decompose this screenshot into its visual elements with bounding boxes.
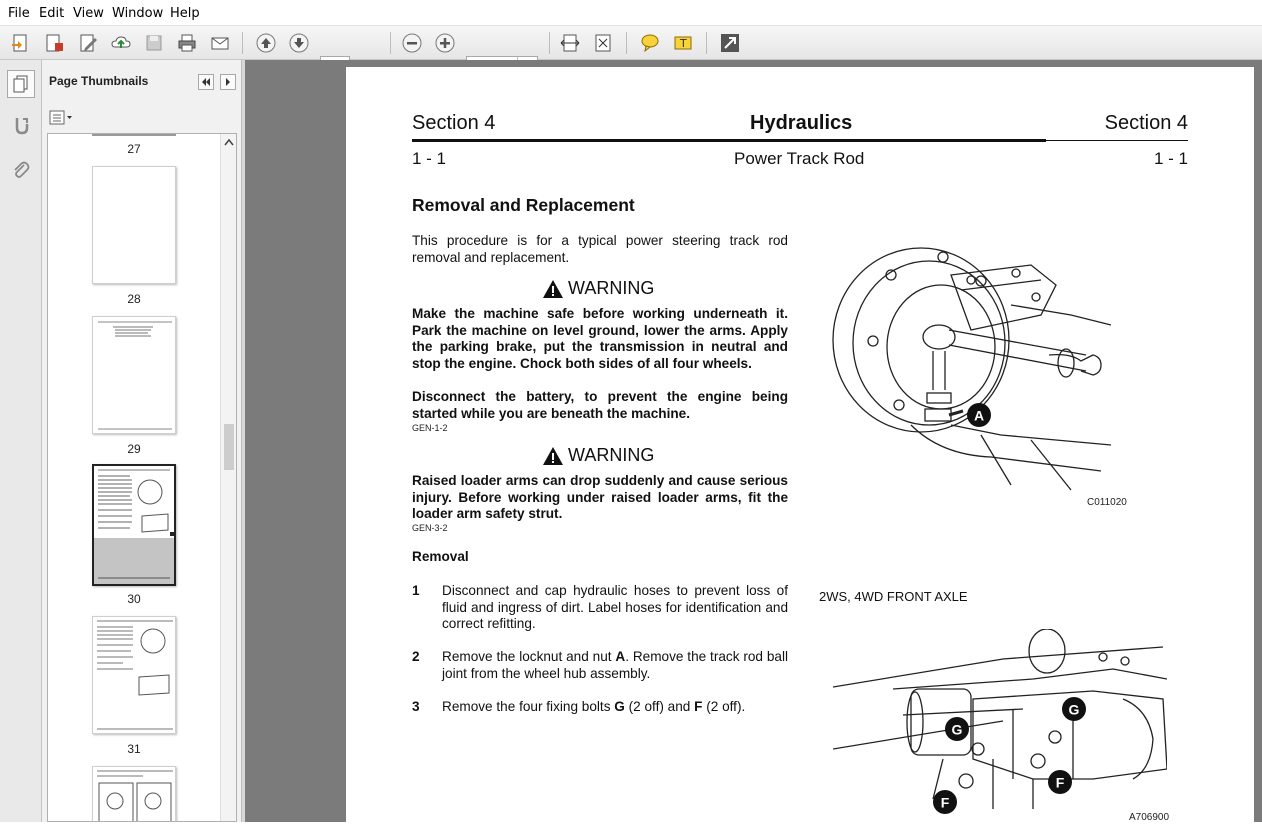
next-page-icon[interactable]: [286, 30, 312, 56]
callout-g: G: [1068, 701, 1080, 718]
panel-title: Page Thumbnails: [49, 74, 149, 88]
previous-page-icon[interactable]: [253, 30, 279, 56]
step-number: 2: [412, 649, 420, 664]
thumbnail-page[interactable]: [92, 166, 176, 284]
callout-f: F: [940, 794, 950, 811]
section-label-right: Section 4: [1104, 112, 1188, 134]
comment-icon[interactable]: [637, 30, 663, 56]
highlight-text-icon[interactable]: [670, 30, 696, 56]
menu-edit[interactable]: Edit: [39, 6, 65, 21]
menu-help[interactable]: Help: [170, 6, 200, 21]
navigation-rail: [0, 60, 42, 822]
thumbnail-options-button[interactable]: [48, 109, 74, 127]
edit-document-icon[interactable]: [75, 30, 101, 56]
thumbnail-panel: [42, 60, 242, 822]
svg-text:T: T: [680, 37, 687, 50]
warning-code: GEN-1-2: [412, 423, 448, 433]
callout-f: F: [1055, 774, 1065, 791]
menu-window[interactable]: Window: [112, 6, 164, 21]
zoom-in-icon[interactable]: [432, 30, 458, 56]
warning-heading: WARNING: [542, 278, 654, 299]
thumbnail-scrollbar[interactable]: [220, 134, 236, 822]
page-number-right: 1 - 1: [1153, 149, 1188, 168]
thumbnail-page[interactable]: [92, 616, 176, 734]
thumbnail-page[interactable]: [92, 766, 176, 822]
upload-cloud-icon[interactable]: [108, 30, 134, 56]
callout-g: G: [951, 721, 963, 738]
section-label-left: Section 4: [412, 112, 496, 134]
thumbnail-label: 28: [127, 292, 141, 306]
scroll-up-icon: [224, 138, 234, 146]
page-number-left: 1 - 1: [412, 149, 447, 168]
email-icon[interactable]: [207, 30, 233, 56]
save-icon[interactable]: [141, 30, 167, 56]
thumbnail-label: 29: [127, 442, 141, 456]
track-rod-hub-figure: [831, 235, 1131, 495]
figure-caption: 2WS, 4WD FRONT AXLE: [819, 589, 968, 604]
warning-text: Disconnect the battery, to prevent the engine being started while you are beneath the machine.: [412, 389, 788, 421]
zoom-out-icon[interactable]: [399, 30, 425, 56]
step-number: 1: [412, 583, 420, 598]
front-axle-figure: [833, 629, 1167, 817]
thumbnail-list: [47, 133, 237, 822]
thumbnail-label: 27: [127, 142, 141, 156]
fit-page-icon[interactable]: [590, 30, 616, 56]
warning-icon: [542, 446, 564, 466]
removal-heading: Removal: [412, 549, 469, 564]
intro-paragraph: This procedure is for a typical power steering track rod removal and replacement.: [412, 233, 788, 265]
thumbnail-label: 31: [127, 742, 141, 756]
fit-width-icon[interactable]: [557, 30, 583, 56]
scrollbar-thumb[interactable]: [224, 424, 234, 470]
callout-a: A: [973, 407, 985, 424]
bookmarks-icon[interactable]: [7, 112, 35, 140]
step-text: Remove the locknut and nut A. Remove the track rod ball joint from the wheel hub assembly.: [442, 649, 788, 681]
full-screen-icon[interactable]: [717, 30, 743, 56]
warning-text: Raised loader arms can drop suddenly and cause serious injury. Before working under raised loader arms, fit the loader arm safety strut.: [412, 473, 788, 522]
document-viewport: [245, 60, 1262, 822]
page-title: Hydraulics: [750, 112, 853, 134]
create-pdf-icon[interactable]: [8, 30, 34, 56]
combine-files-icon[interactable]: [41, 30, 67, 56]
thumbnail-page-selected[interactable]: [92, 464, 176, 586]
step-text: Remove the four fixing bolts G (2 off) and F (2 off).: [442, 699, 746, 714]
page-subtitle: Power Track Rod: [734, 149, 865, 168]
toolbar: [0, 26, 1262, 60]
figure-code: C011020: [1087, 497, 1127, 508]
step-text: Disconnect and cap hydraulic hoses to prevent loss of fluid and ingress of dirt. Label hoses for identification and correct refitting.: [442, 583, 788, 632]
collapse-panel-icon[interactable]: [198, 74, 214, 90]
thumbnail-page[interactable]: [92, 316, 176, 434]
menu-bar: [0, 0, 1262, 26]
warning-code: GEN-3-2: [412, 523, 448, 533]
menu-view[interactable]: View: [73, 6, 104, 21]
menu-file[interactable]: File: [8, 6, 30, 21]
thumbnail-label: 30: [127, 592, 141, 606]
section-heading: Removal and Replacement: [412, 195, 635, 215]
pdf-page: [346, 67, 1254, 827]
print-icon[interactable]: [174, 30, 200, 56]
step-number: 3: [412, 699, 420, 714]
page-thumbnails-icon[interactable]: [7, 70, 35, 98]
warning-heading: WARNING: [542, 445, 654, 466]
expand-panel-icon[interactable]: [220, 74, 236, 90]
warning-text: Make the machine safe before working underneath it. Park the machine on level ground, lower the arms. Apply the parking brake, put the transmission in neutral and stop the engine. Chock both sides of all four wheels.: [412, 306, 788, 371]
figure-code: A706900: [1129, 812, 1170, 823]
warning-icon: [542, 279, 564, 299]
attachments-icon[interactable]: [7, 156, 35, 184]
